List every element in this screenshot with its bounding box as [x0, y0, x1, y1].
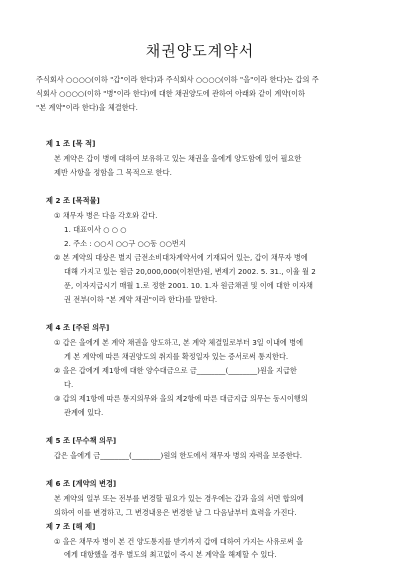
- article-1-line-1: 본 계약은 갑이 병에 대하여 보유하고 있는 채권을 을에게 양도함에 있어 필요한: [54, 154, 302, 163]
- article-6-line-2: 의하여 이를 변경하고, 그 변경내용은 변경한 날 그 다음날부터 효력을 가진다.: [54, 508, 297, 517]
- document-title: 채권양도계약서: [145, 42, 255, 60]
- article-1-heading: 제 1 조 [목 적]: [46, 139, 96, 148]
- article-4-line-4: 다.: [64, 380, 74, 389]
- article-2-line-5: 대해 가지고 있는 원금 20,000,000(이천만)원, 변제기 2002. 5. 31., 이율 월 2: [64, 267, 316, 276]
- preamble-line-2: 식회사 ○○○○(이하 "병"이라 한다)에 대한 채권양도에 관하여 아래와 같이 계약(이하: [36, 89, 305, 98]
- article-2-heading: 제 2 조 [목적물]: [46, 196, 100, 205]
- preamble-line-3: "본 계약"이라 한다)을 체결한다.: [36, 103, 138, 112]
- article-7-line-2: 에게 대항했을 경우 별도의 최고없이 즉시 본 계약을 해제할 수 있다.: [64, 550, 277, 559]
- article-2-line-7: 권 전부(이하 "본 계약 채권"이라 한다)를 말한다.: [64, 295, 218, 304]
- article-2-line-2: 1. 대표이사 ○ ○ ○: [64, 225, 127, 234]
- article-5-line-1: 갑은 을에게 금________(________)원의 한도에서 채무자 병의 자력을 보증한다.: [54, 451, 303, 460]
- preamble-line-1: 주식회사 ○○○○(이하 "갑"이라 한다)과 주식회사 ○○○○(이하 "을"이라 한다)는 갑의 주: [36, 75, 319, 84]
- article-4-line-6: 관계에 있다.: [64, 408, 104, 417]
- article-2-line-4: ② 본 계약의 대상은 별지 금전소비대차계약서에 기재되어 있는, 갑이 채무자 병에: [54, 253, 308, 262]
- article-4-line-2: 게 본 계약에 따른 채권양도의 취지를 확정일자 있는 증서로써 통지한다.: [64, 352, 289, 361]
- article-6-heading: 제 6 조 [계약의 변경]: [46, 479, 117, 488]
- article-6-line-1: 본 계약의 일부 또는 전부를 변경할 필요가 있는 경우에는 갑과 을의 서면 합의에: [54, 494, 304, 503]
- article-2-line-6: 푼, 이자지급시기 매월 1.로 정한 2001. 10. 1.자 원금채권 및 이에 대한 이자채: [64, 281, 314, 290]
- article-4-heading: 제 4 조 [주된 의무]: [46, 323, 110, 332]
- article-4-line-5: ③ 갑의 제1항에 따른 통지의무와 을의 제2항에 따른 대금지급 의무는 동시이행의: [54, 394, 308, 403]
- article-4-line-3: ② 을은 갑에게 제1항에 대한 양수대금으로 금________(________)원을 지급한: [54, 366, 297, 375]
- article-2-line-3: 2. 주소 : ○○시 ○○구 ○○동 ○○번지: [64, 239, 186, 248]
- article-7-heading: 제 7 조 [해 제]: [46, 522, 96, 531]
- article-1-line-2: 제반 사항을 정함을 그 목적으로 한다.: [54, 168, 172, 177]
- article-4-line-1: ① 갑은 을에게 본 계약 채권을 양도하고, 본 계약 체결일로부터 3일 이내에 병에: [54, 338, 304, 347]
- article-7-line-1: ① 을은 채무자 병이 본 건 양도통지를 받기까지 갑에 대하여 가지는 사유로써 을: [54, 537, 304, 546]
- article-2-line-1: ① 채무자 병은 다음 각호와 같다.: [54, 211, 158, 220]
- article-5-heading: 제 5 조 [무수책 의무]: [46, 436, 117, 445]
